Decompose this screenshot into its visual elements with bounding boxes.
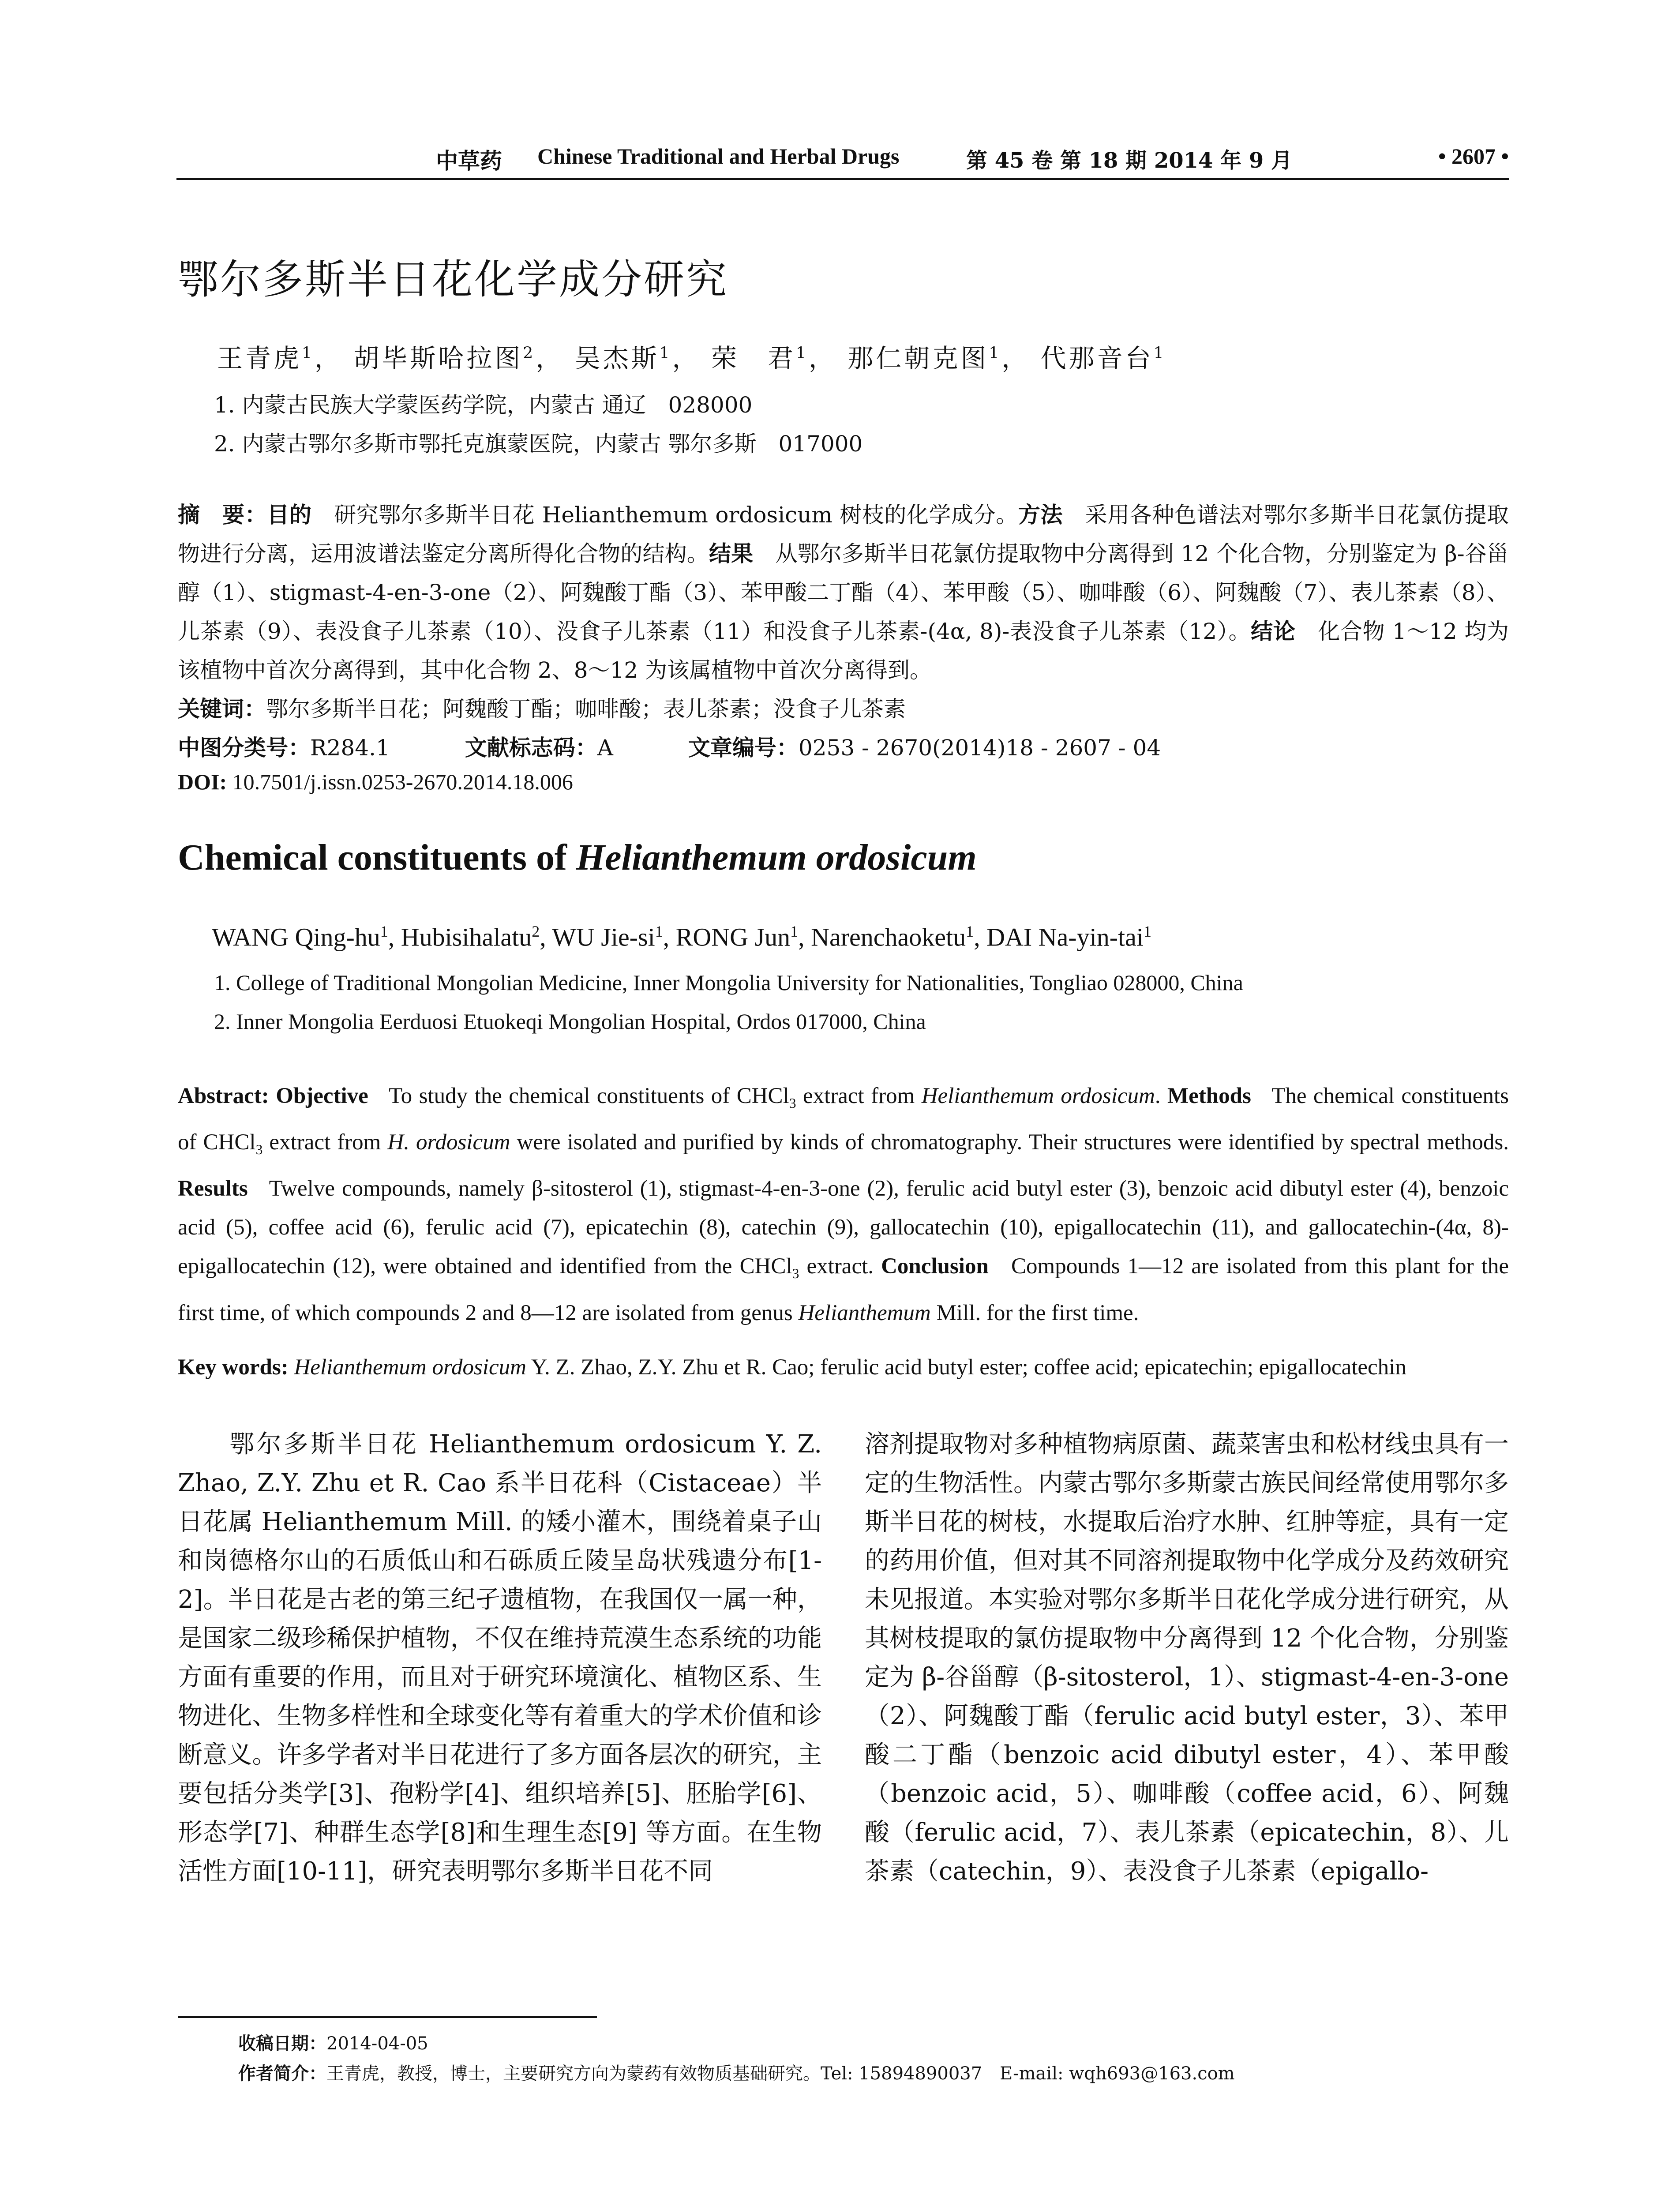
objective-label: 目的: [267, 502, 312, 528]
methods-text: 采用各种色谱法对鄂尔多斯半日花氯仿提取物进行分离，运用波谱法鉴定分离所得化合物的结构。: [178, 502, 1509, 567]
title-en-species: Helianthemum ordosicum: [576, 837, 977, 878]
results-en-label: Results: [178, 1176, 248, 1201]
conclusion-en-label: Conclusion: [881, 1254, 989, 1279]
author-en: DAI Na-yin-tai: [986, 923, 1144, 952]
author-cn: 那仁朝克图: [848, 343, 989, 373]
title-en-prefix: Chemical constituents of: [178, 837, 576, 878]
article-no-label: 文章编号：: [688, 735, 799, 761]
classification-line: [178, 730, 1161, 762]
author-aff-mark: 1: [655, 923, 663, 940]
species-name: Helianthemum ordosicum: [294, 1355, 526, 1380]
author-aff-mark: 2: [532, 923, 540, 940]
author-en: Narenchaoketu: [811, 923, 966, 952]
author-aff-mark: 1: [966, 923, 974, 940]
received-date: 2014-04-05: [326, 2033, 428, 2054]
clc-label: 中图分类号：: [178, 735, 310, 761]
species-name: Helianthemum: [798, 1300, 931, 1325]
received-label: 收稿日期：: [238, 2033, 326, 2054]
species-name: Helianthemum ordosicum: [921, 1084, 1155, 1108]
keywords-cn: [178, 691, 906, 723]
footnote-rule: [178, 2016, 597, 2018]
author-aff-mark: 1: [302, 344, 315, 362]
article-title-en: [178, 836, 977, 879]
author-aff-mark: 1: [796, 344, 809, 362]
conclusion-label: 结论: [1251, 619, 1296, 644]
author-cn: 荣 君: [711, 343, 796, 373]
body-column-right: [865, 1425, 1509, 1891]
objective-en-text: .: [1155, 1084, 1161, 1108]
authors-en: WANG Qing-$hu^1$, Hubisihalatu$^2$, WU Jie-$si^1$, RONG Jun$^1$, Narenchaoketu$^1$, DAI Na-yin-tai$^1$: [212, 923, 1152, 952]
article-title-cn: 鄂尔多斯半日花化学成分研究: [178, 256, 729, 303]
author-cn: 代那音台: [1040, 343, 1154, 373]
subscript: 3: [789, 1095, 796, 1111]
affiliation-cn-1: 1. 内蒙古民族大学蒙医药学院，内蒙古 通辽 028000: [214, 392, 753, 418]
keywords-en-label: Key words:: [178, 1355, 294, 1380]
subscript: 3: [255, 1142, 263, 1158]
objective-text: 研究鄂尔多斯半日花 Helianthemum ordosicum 树枝的化学成分。: [334, 502, 1018, 528]
species-name: H. ordosicum: [387, 1130, 510, 1155]
keywords-en: [178, 1354, 1406, 1380]
author-aff-mark: 2: [523, 344, 536, 362]
results-en-text: extract.: [799, 1254, 874, 1279]
doi-value[interactable]: 10.7501/j.issn.0253-2670.2014.18.006: [232, 769, 573, 794]
doi-label: DOI:: [178, 769, 227, 794]
journal-name-en: Chinese Traditional and Herbal Drugs: [537, 144, 900, 169]
doi-line: [178, 769, 573, 795]
body-text-right: 溶剂提取物对多种植物病原菌、蔬菜害虫和松材线虫具有一定的生物活性。内蒙古鄂尔多斯蒙古族民间经常使用鄂尔多斯半日花的树枝，水提取后治疗水肿、红肿等症，具有一定的药用价值，但对其不同溶剂提取物中化学成分及药效研究未见报道。本实验对鄂尔多斯半日花化学成分进行研究，从其树枝提取的氯仿提取物中分离得到 12 个化合物，分别鉴定为 β-谷甾醇（β-sitosterol，1）、stigmast-4-en-3-one（2）、阿魏酸丁酯（ferulic acid butyl ester，3）、苯甲酸二丁酯（benzoic acid dibutyl ester，4）、苯甲酸（benzoic acid，5）、咖啡酸（coffee acid，6）、阿魏酸（ferulic acid，7）、表儿茶素（epicatechin，8）、儿茶素（catechin，9）、表没食子儿茶素（epigallo-: [865, 1430, 1509, 1886]
doc-code-label: 文献标志码：: [465, 735, 597, 761]
issue-info: 第 45 卷 第 18 期 2014 年 9 月: [966, 148, 1292, 173]
subscript: 3: [792, 1266, 799, 1282]
objective-en-label: Objective: [276, 1084, 368, 1108]
methods-en-text: were isolated and purified by kinds of chromatography. Their structures were identified by spectral methods.: [510, 1130, 1509, 1155]
author-aff-mark: 1: [380, 923, 388, 940]
running-header: [176, 143, 1509, 179]
author-aff-mark: 1: [1153, 344, 1166, 362]
author-cn: 胡毕斯哈拉图: [353, 343, 523, 373]
author-en: WU Jie-si: [552, 923, 655, 952]
objective-en-text: extract from: [796, 1084, 922, 1108]
keywords-label: 关键词：: [178, 696, 266, 722]
abstract-en-label: Abstract:: [178, 1084, 276, 1108]
journal-name-cn: 中草药: [436, 148, 502, 174]
author-cn: 王青虎: [217, 343, 302, 373]
affiliation-en-1: 1. College of Traditional Mongolian Medicine, Inner Mongolia University for Nationalities, Tongliao 028000, China: [214, 970, 1243, 995]
abstract-cn: [178, 495, 1509, 690]
abstract-label: 摘 要：: [178, 502, 267, 528]
methods-en-text: extract from: [262, 1130, 388, 1155]
author-en: RONG Jun: [675, 923, 791, 952]
objective-en-text: To study the chemical constituents of CHCl: [389, 1084, 789, 1108]
abstract-en: [178, 1077, 1509, 1332]
page-number: • 2607 •: [1438, 144, 1509, 169]
author-aff-mark: 1: [1144, 923, 1152, 940]
author-en: Hubisihalatu: [401, 923, 532, 952]
keywords-value: 鄂尔多斯半日花；阿魏酸丁酯；咖啡酸；表儿茶素；没食子儿茶素: [266, 696, 906, 722]
footnote-author: [238, 2060, 1235, 2085]
conclusion-text: 化合物 1～12 均为该植物中首次分离得到，其中化合物 2、8～12 为该属植物中首次分离得到。: [178, 619, 1509, 683]
affiliation-cn-2: 2. 内蒙古鄂尔多斯市鄂托克旗蒙医院，内蒙古 鄂尔多斯 017000: [214, 431, 863, 457]
clc-value: R284.1: [310, 735, 390, 761]
authors-cn: 王青虎$^1$， 胡毕斯哈拉图$^2$， 吴杰斯$^1$， 荣 君$^1$， 那仁朝克图$^1$， 代那音台$^1$: [217, 343, 1166, 373]
results-en-text: Twelve compounds, namely β-sitosterol (1), stigmast-4-en-3-one (2), ferulic acid butyl ester (3), benzoic acid dibutyl ester (4), benzoic acid (5), coffee acid (6), ferulic acid (7), epicatechin (8), catechin (9), gallocatechin (10), epigallocatechin (11), and gallocatechin-(4α, 8)-epigallocatechin (12), were obtained and identified from the CHCl: [178, 1176, 1509, 1279]
author-aff-mark: 1: [659, 344, 672, 362]
author-aff-mark: 1: [989, 344, 1002, 362]
body-column-left: [178, 1425, 822, 1891]
article-no-value: 0253 - 2670(2014)18 - 2607 - 04: [798, 735, 1161, 761]
methods-en-text: The chemical constituents of CHCl: [178, 1084, 1509, 1155]
affiliation-en-2: 2. Inner Mongolia Eerduosi Etuokeqi Mongolian Hospital, Ordos 017000, China: [214, 1009, 926, 1034]
author-cn: 吴杰斯: [574, 343, 660, 373]
author-bio-label: 作者简介：: [238, 2063, 326, 2084]
author-bio: 王青虎，教授，博士，主要研究方向为蒙药有效物质基础研究。Tel: 15894890037 E-mail: wqh693@163.com: [326, 2063, 1235, 2084]
methods-label: 方法: [1018, 502, 1063, 528]
conclusion-en-text: Mill. for the first time.: [930, 1300, 1139, 1325]
keywords-en-value: Y. Z. Zhao, Z.Y. Zhu et R. Cao; ferulic acid butyl ester; coffee acid; epicatechin; epigallocatechin: [526, 1355, 1406, 1380]
body-text-left: 鄂尔多斯半日花 Helianthemum ordosicum Y. Z. Zhao, Z.Y. Zhu et R. Cao 系半日花科（Cistaceae）半日花属 Helianthemum Mill. 的矮小灌木，围绕着桌子山和岗德格尔山的石质低山和石砾质丘陵呈岛状残遗分布[1-2]。半日花是古老的第三纪孑遗植物，在我国仅一属一种，是国家二级珍稀保护植物，不仅在维持荒漠生态系统的功能方面有重要的作用，而且对于研究环境演化、植物区系、生物进化、生物多样性和全球变化等有着重大的学术价值和诊断意义。许多学者对半日花进行了多方面各层次的研究，主要包括分类学[3]、孢粉学[4]、组织培养[5]、胚胎学[6]、形态学[7]、种群生态学[8]和生理生态[9] 等方面。在生物活性方面[10-11]，研究表明鄂尔多斯半日花不同: [178, 1430, 822, 1886]
author-aff-mark: 1: [790, 923, 799, 940]
conclusion-en-text: Compounds 1—12 are isolated from this plant for the first time, of which compounds 2 and 8—12 are isolated from genus: [178, 1254, 1509, 1325]
doc-code-value: A: [597, 735, 613, 761]
methods-en-label: Methods: [1167, 1084, 1251, 1108]
header-rule: [176, 178, 1509, 180]
footnote-received: [238, 2030, 428, 2055]
results-label: 结果: [709, 541, 754, 567]
results-text: 从鄂尔多斯半日花氯仿提取物中分离得到 12 个化合物，分别鉴定为 β-谷甾醇（1）、stigmast-4-en-3-one（2）、阿魏酸丁酯（3）、苯甲酸二丁酯（4）、苯甲酸（5）、咖啡酸（6）、阿魏酸（7）、表儿茶素（8）、儿茶素（9）、表没食子儿茶素（10）、没食子儿茶素（11）和没食子儿茶素-(4α, 8)-表没食子儿茶素（12）。: [178, 541, 1509, 644]
author-en: WANG Qing-hu: [212, 923, 380, 952]
